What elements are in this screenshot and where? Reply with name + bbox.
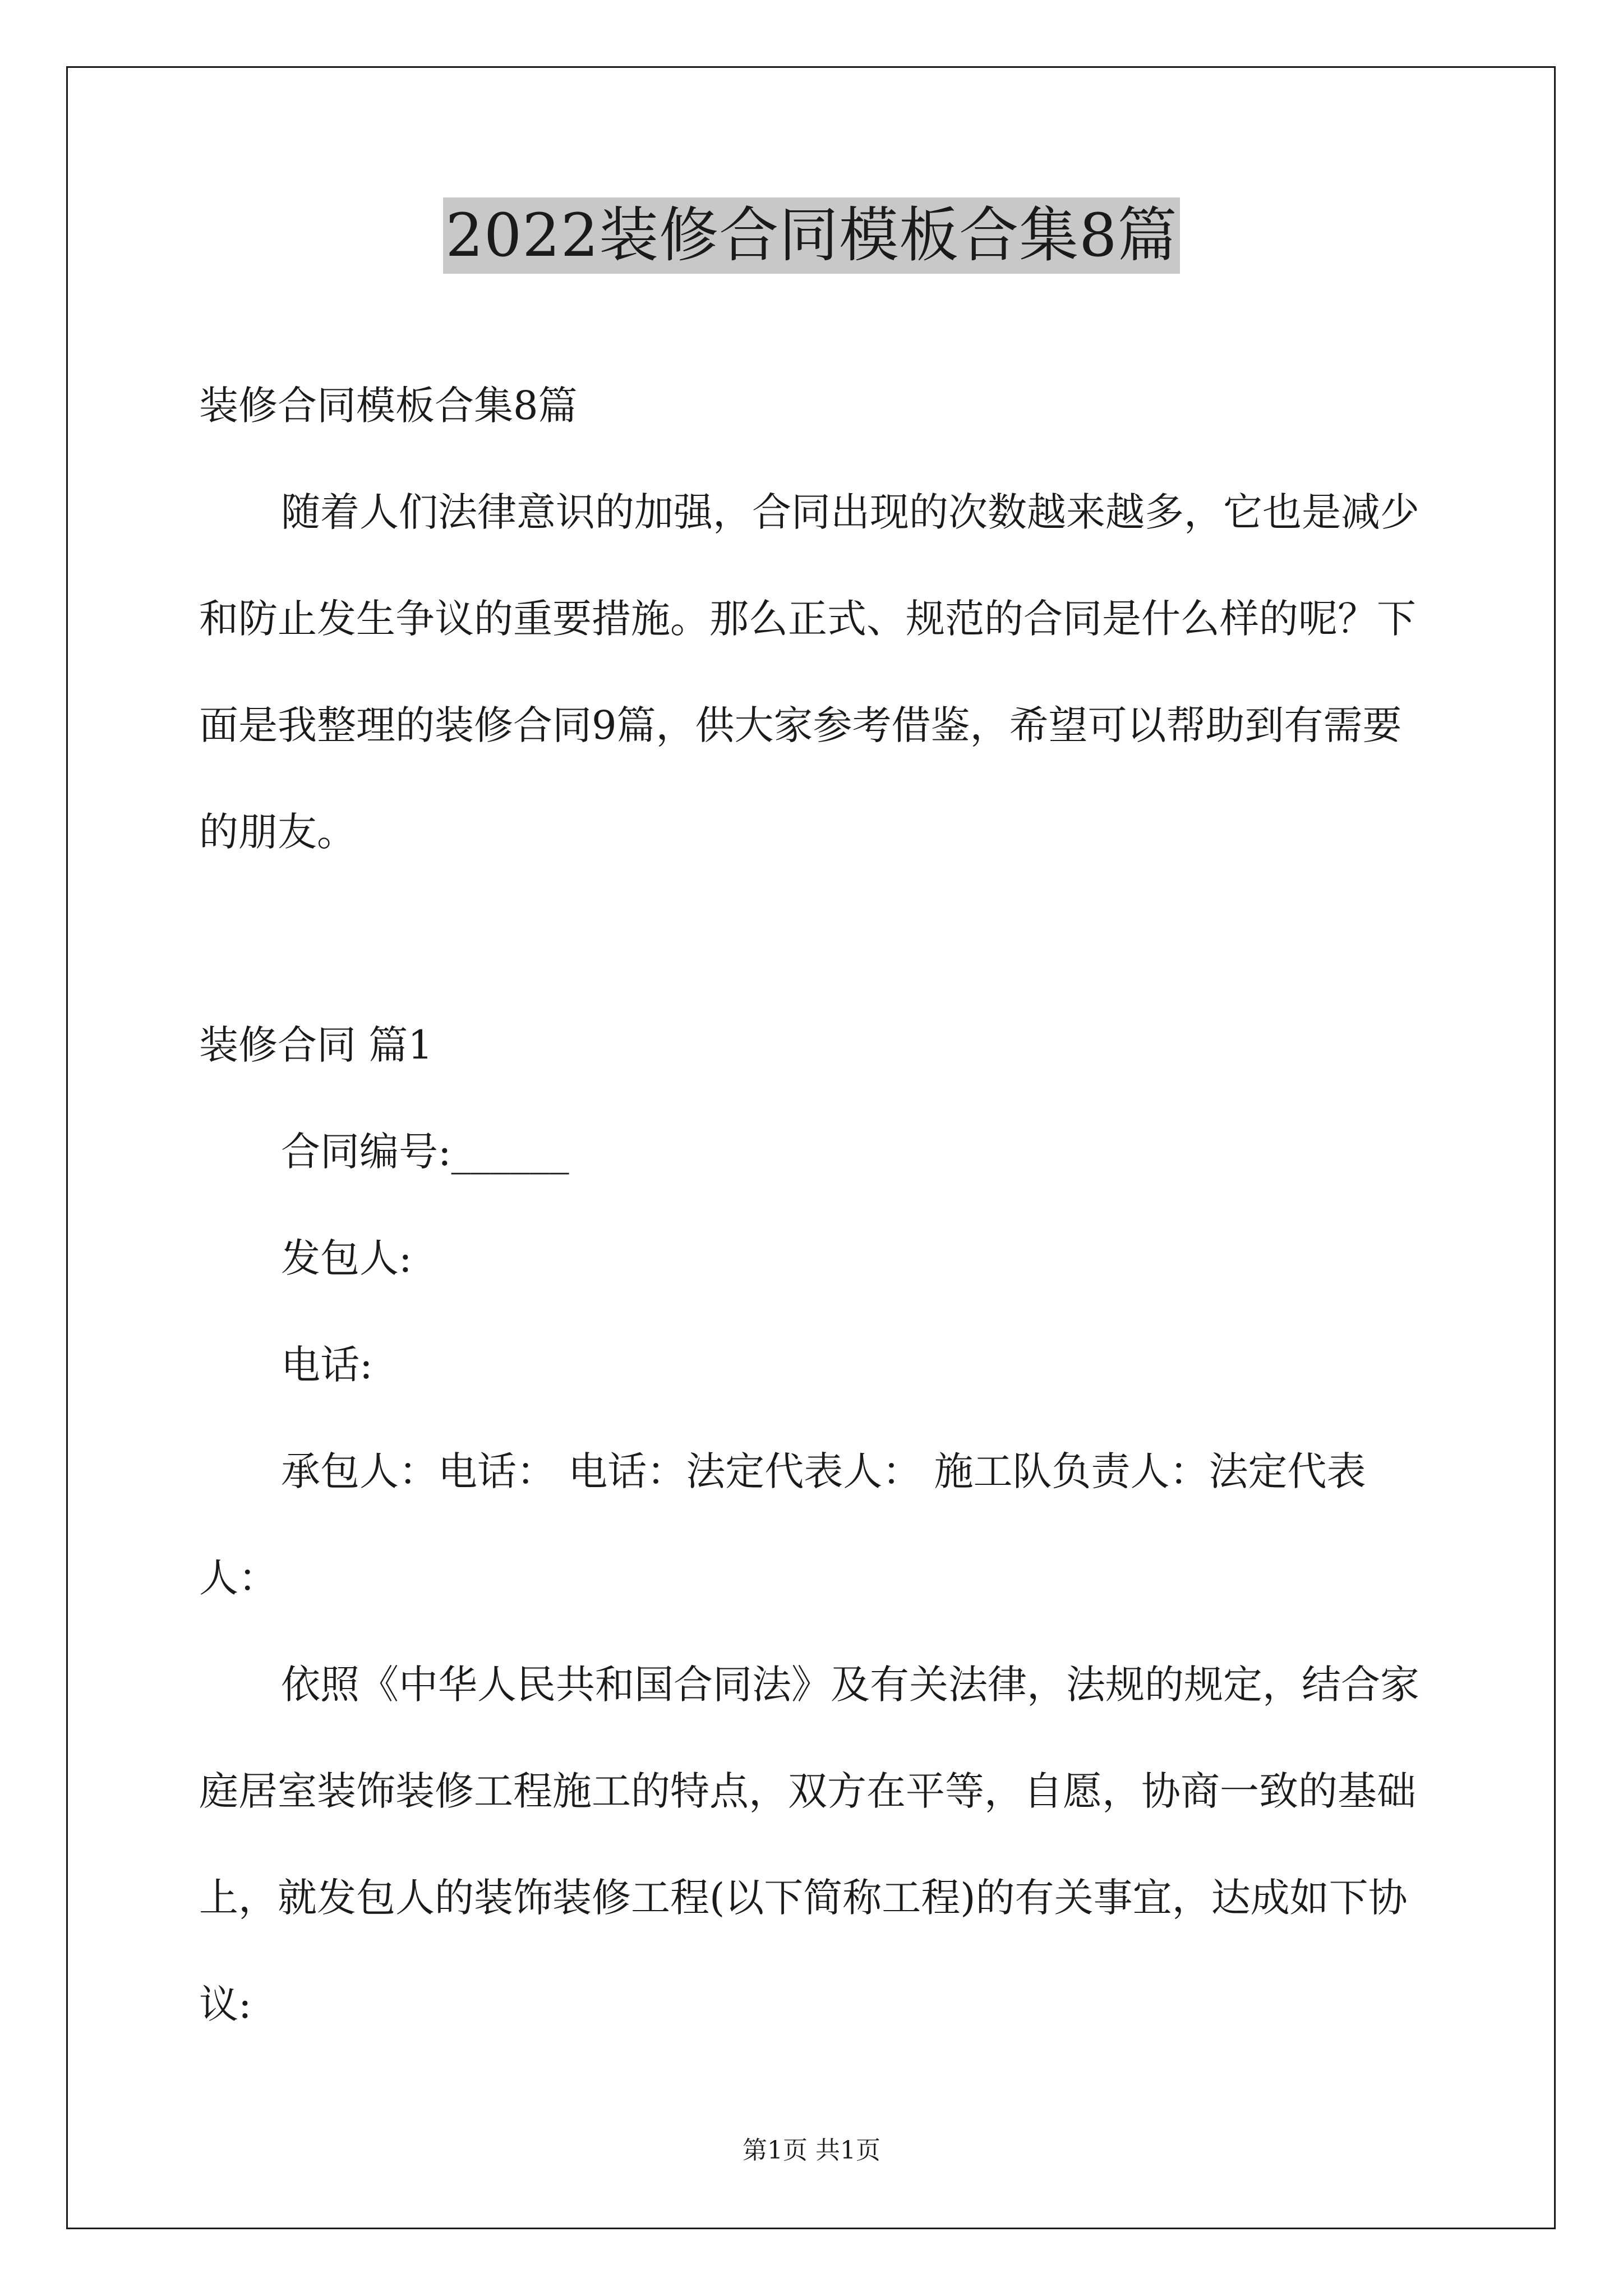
document-title: 2022装修合同模板合集8篇 xyxy=(443,197,1179,274)
contract-number-line: 合同编号:______ xyxy=(281,1129,569,1175)
contractor-line: 承包人：电话： 电话：法定代表人： 施工队负责人：法定代表人： xyxy=(199,1448,1366,1601)
section-heading: 装修合同 篇1 xyxy=(199,1022,433,1068)
intro-paragraph: 随着人们法律意识的加强，合同出现的次数越来越多，它也是减少和防止发生争议的重要措施。那么正式、规范的合同是什么样的呢？下面是我整理的装修合同9篇，供大家参考借鉴，希望可以帮助到有需要的朋友。 xyxy=(199,489,1419,855)
phone-line: 电话: xyxy=(281,1342,373,1388)
page-footer: 第1页 共1页 xyxy=(743,2136,880,2165)
employer-line: 发包人: xyxy=(281,1235,412,1281)
document-subtitle: 装修合同模板合集8篇 xyxy=(199,383,578,429)
document-body xyxy=(199,352,1431,2058)
title-wrap xyxy=(0,197,1623,274)
basis-paragraph: 依照《中华人民共和国合同法》及有关法律，法规的规定，结合家庭居室装饰装修工程施工的特点，双方在平等，自愿，协商一致的基础上，就发包人的装饰装修工程(以下简称工程)的有关事宜，达成如下协议: xyxy=(199,1662,1419,2027)
